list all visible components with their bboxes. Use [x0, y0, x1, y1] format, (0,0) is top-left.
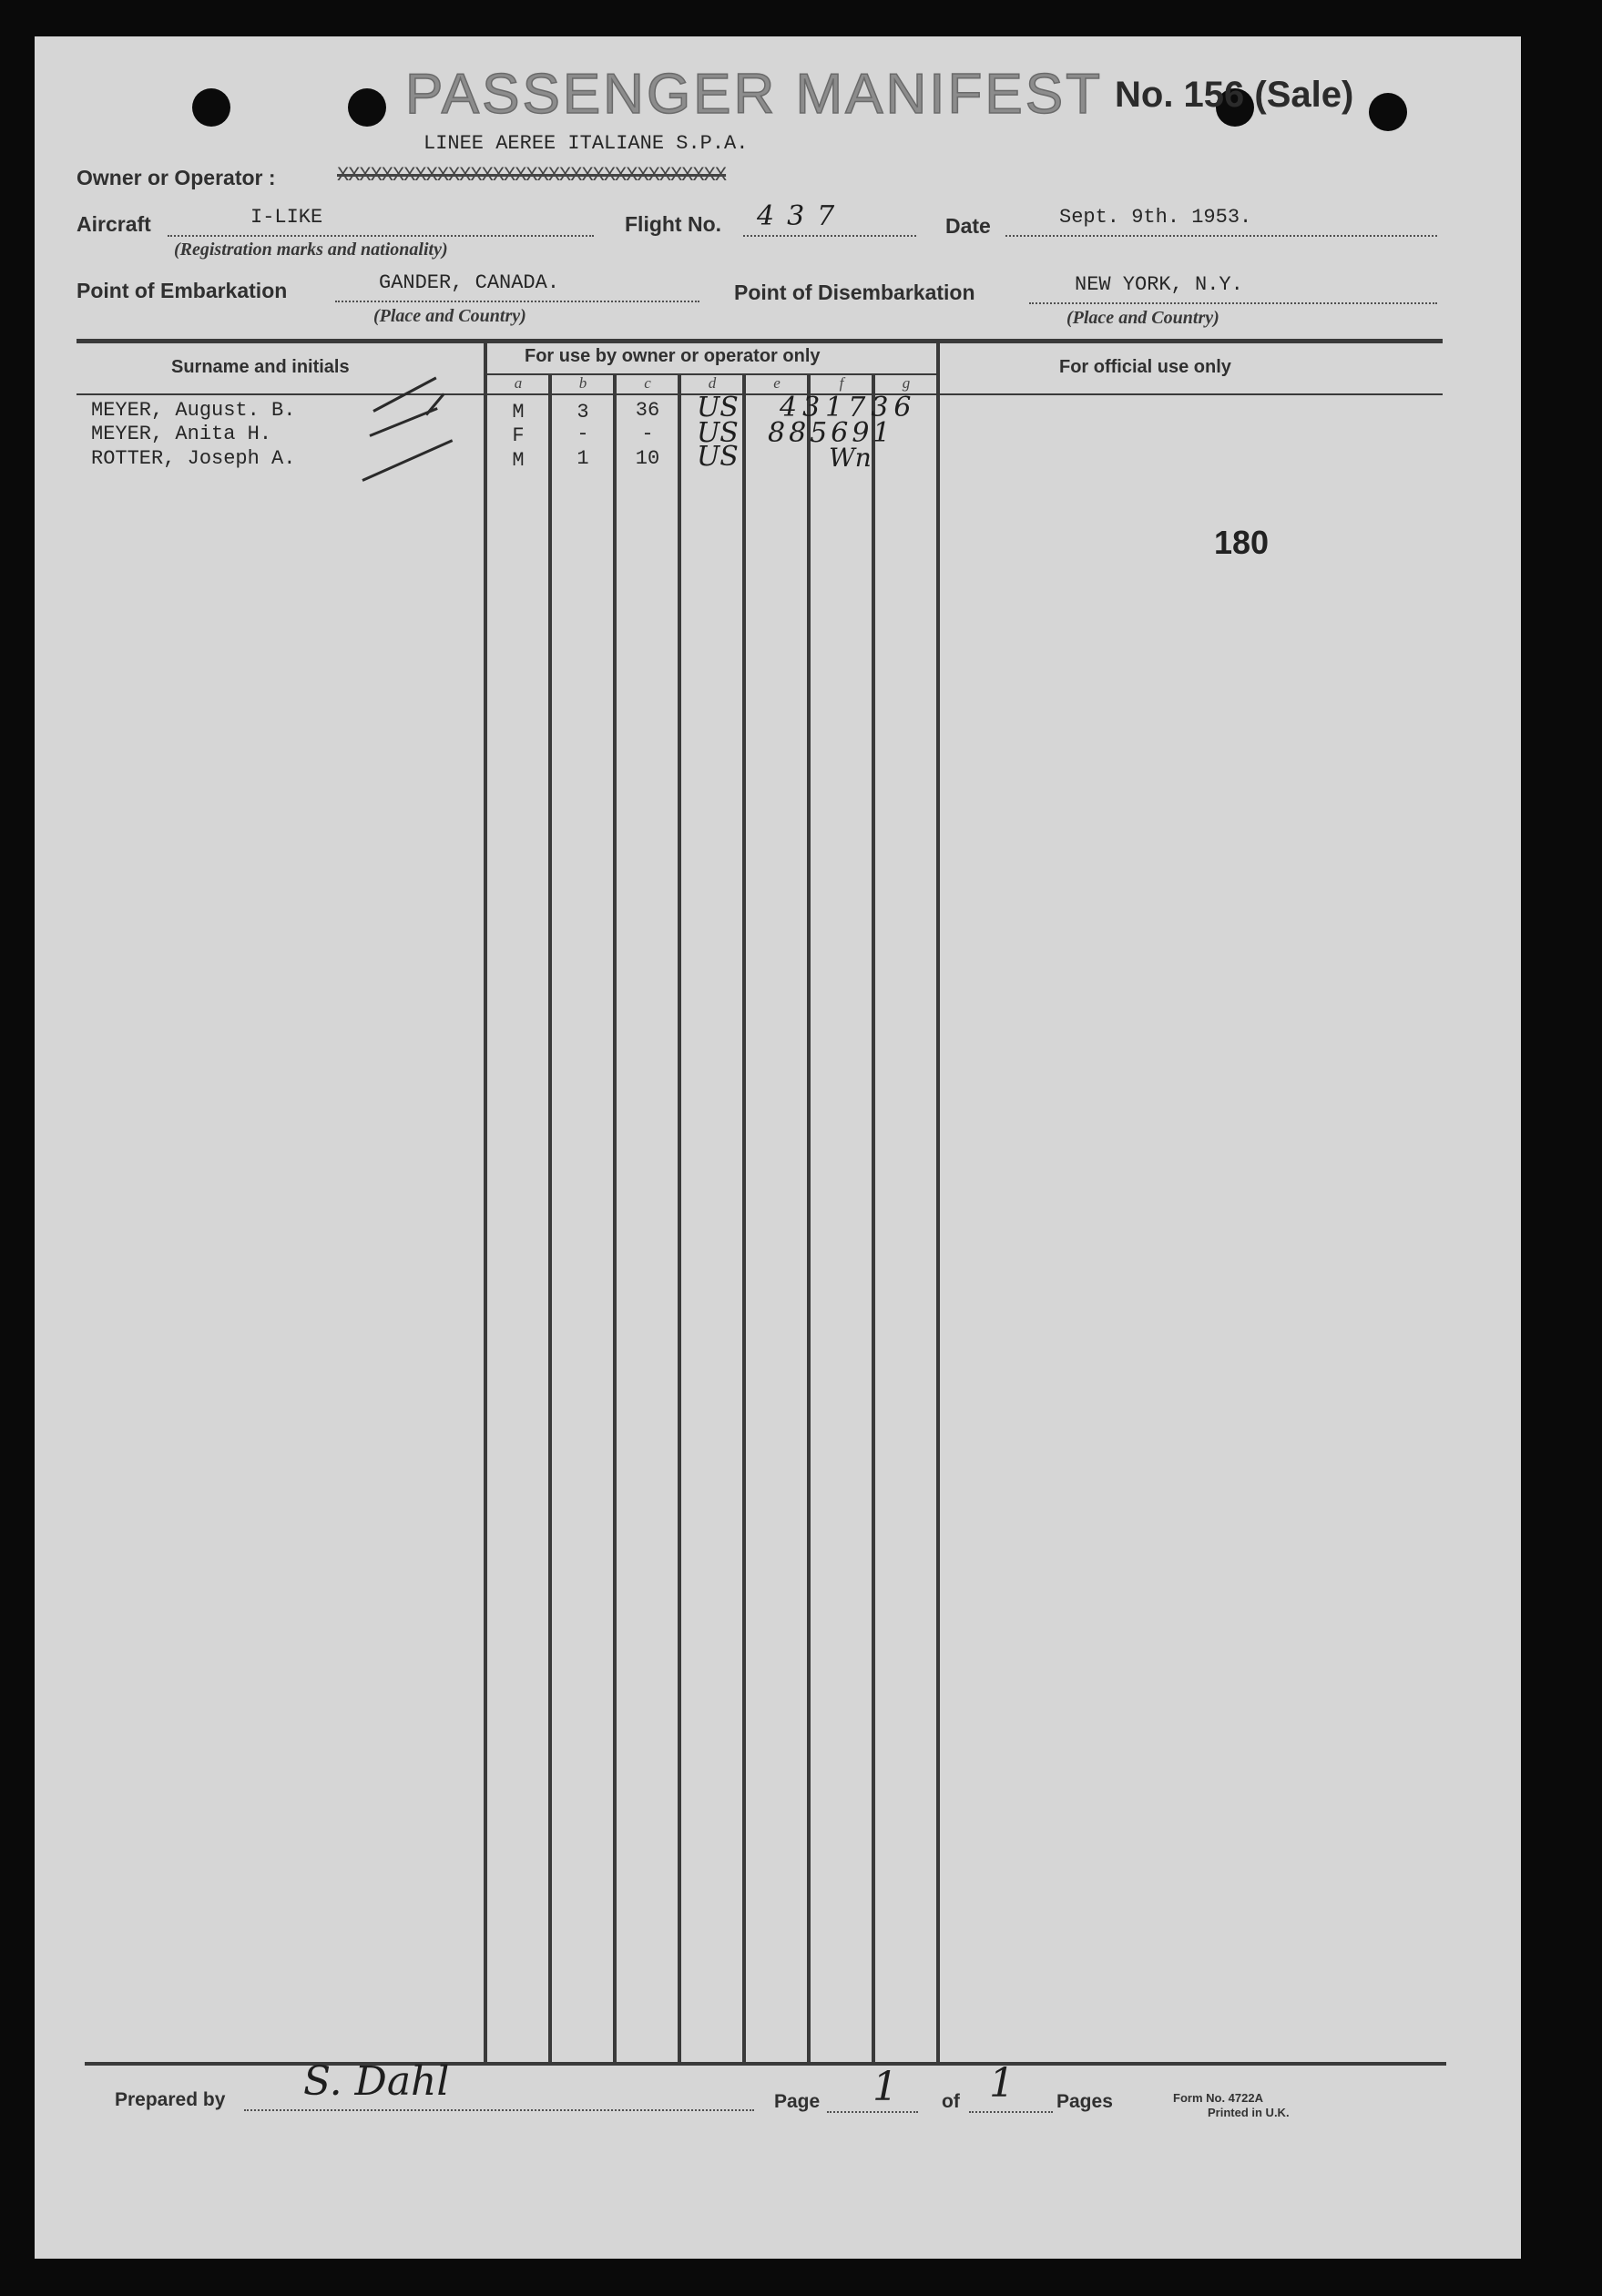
disembark-label: Point of Disembarkation — [734, 281, 975, 304]
official-number: 180 — [1214, 524, 1270, 561]
punch-hole-1 — [192, 88, 230, 127]
row-2-age-years: - — [577, 423, 589, 445]
owner-redacted: XXXXXXXXXXXXXXXXXXXXXXXXXXXXXXXXXXX — [337, 164, 727, 187]
flight-value: 437 — [757, 200, 848, 232]
punch-hole-4 — [1369, 93, 1407, 131]
row-2-nationality: US — [697, 417, 739, 449]
check-mark-4 — [425, 393, 445, 416]
embark-label: Point of Embarkation — [77, 279, 288, 302]
prepared-label: Prepared by — [115, 2089, 226, 2110]
col-letter-e: e — [773, 374, 781, 392]
embark-value: GANDER, CANADA. — [379, 271, 560, 294]
row-3-number: Wn — [829, 443, 872, 473]
col-letter-a: a — [514, 374, 523, 392]
row-2-number: 885691 — [768, 417, 894, 449]
row-1-nationality: US — [697, 392, 739, 423]
date-value: Sept. 9th. 1953. — [1059, 206, 1252, 229]
aircraft-label: Aircraft — [77, 212, 151, 236]
pages-value: 1 — [989, 2060, 1015, 2107]
aircraft-sublabel: (Registration marks and nationality) — [174, 240, 448, 260]
disembark-sublabel: (Place and Country) — [1066, 308, 1219, 328]
row-1-sex: M — [512, 401, 525, 423]
date-line — [1005, 235, 1437, 237]
col-divider-a — [548, 373, 552, 2063]
row-3-sex: M — [512, 449, 525, 472]
row-1-number: 431736 — [780, 392, 917, 423]
col-divider-f — [872, 373, 875, 2063]
pages-line — [969, 2111, 1053, 2113]
page-label: Page — [774, 2091, 821, 2112]
table-top-rule — [77, 339, 1443, 343]
row-2-name: MEYER, Anita H. — [91, 423, 272, 445]
col-header-official: For official use only — [1059, 357, 1231, 377]
aircraft-line — [168, 235, 594, 237]
page-line — [827, 2111, 918, 2113]
col-divider-surname — [484, 342, 487, 2063]
row-1-age: 36 — [635, 399, 660, 422]
row-1-age-years: 3 — [577, 401, 589, 423]
col-letter-b: b — [578, 374, 587, 392]
aircraft-value: I-LIKE — [250, 206, 323, 229]
check-mark-3 — [362, 439, 453, 482]
col-letter-d: d — [708, 374, 717, 392]
row-2-age: - — [641, 423, 654, 445]
col-header-surname: Surname and initials — [171, 357, 350, 377]
row-3-nationality: US — [697, 441, 739, 473]
printed-in: Printed in U.K. — [1208, 2106, 1290, 2119]
manifest-number: No. 156 (Sale) — [1115, 75, 1354, 115]
col-divider-g — [936, 342, 940, 2063]
row-3-name: ROTTER, Joseph A. — [91, 447, 296, 470]
page-value: 1 — [872, 2064, 898, 2110]
pages-label: Pages — [1056, 2091, 1113, 2112]
flight-line — [743, 235, 916, 237]
row-3-age: 10 — [635, 447, 660, 470]
col-letter-f: f — [839, 374, 844, 392]
of-label: of — [942, 2091, 960, 2112]
punch-hole-2 — [348, 88, 386, 127]
col-divider-c — [678, 373, 681, 2063]
date-label: Date — [945, 214, 991, 238]
form-title: PASSENGER MANIFEST — [405, 63, 1103, 126]
embark-sublabel: (Place and Country) — [373, 306, 526, 326]
owner-label: Owner or Operator : — [77, 166, 276, 189]
table-bottom-rule — [85, 2062, 1446, 2066]
form-number: Form No. 4722A — [1173, 2091, 1263, 2105]
prepared-line — [244, 2109, 754, 2111]
prepared-signature: S. Dahl — [303, 2058, 450, 2105]
row-2-sex: F — [512, 424, 525, 447]
manifest-sheet — [35, 36, 1521, 2259]
flight-label: Flight No. — [625, 212, 722, 236]
disembark-line — [1029, 302, 1437, 304]
col-letter-c: c — [644, 374, 651, 392]
col-header-owner-use: For use by owner or operator only — [525, 346, 821, 366]
col-divider-e — [807, 373, 811, 2063]
row-3-age-years: 1 — [577, 447, 589, 470]
col-letter-g: g — [902, 374, 911, 392]
table-header-rule — [77, 393, 1443, 395]
owner-value: LINEE AEREE ITALIANE S.P.A. — [423, 132, 749, 155]
row-1-name: MEYER, August. B. — [91, 399, 296, 422]
embark-line — [335, 301, 699, 302]
disembark-value: NEW YORK, N.Y. — [1075, 273, 1243, 296]
col-divider-d — [742, 373, 746, 2063]
col-divider-b — [613, 373, 617, 2063]
